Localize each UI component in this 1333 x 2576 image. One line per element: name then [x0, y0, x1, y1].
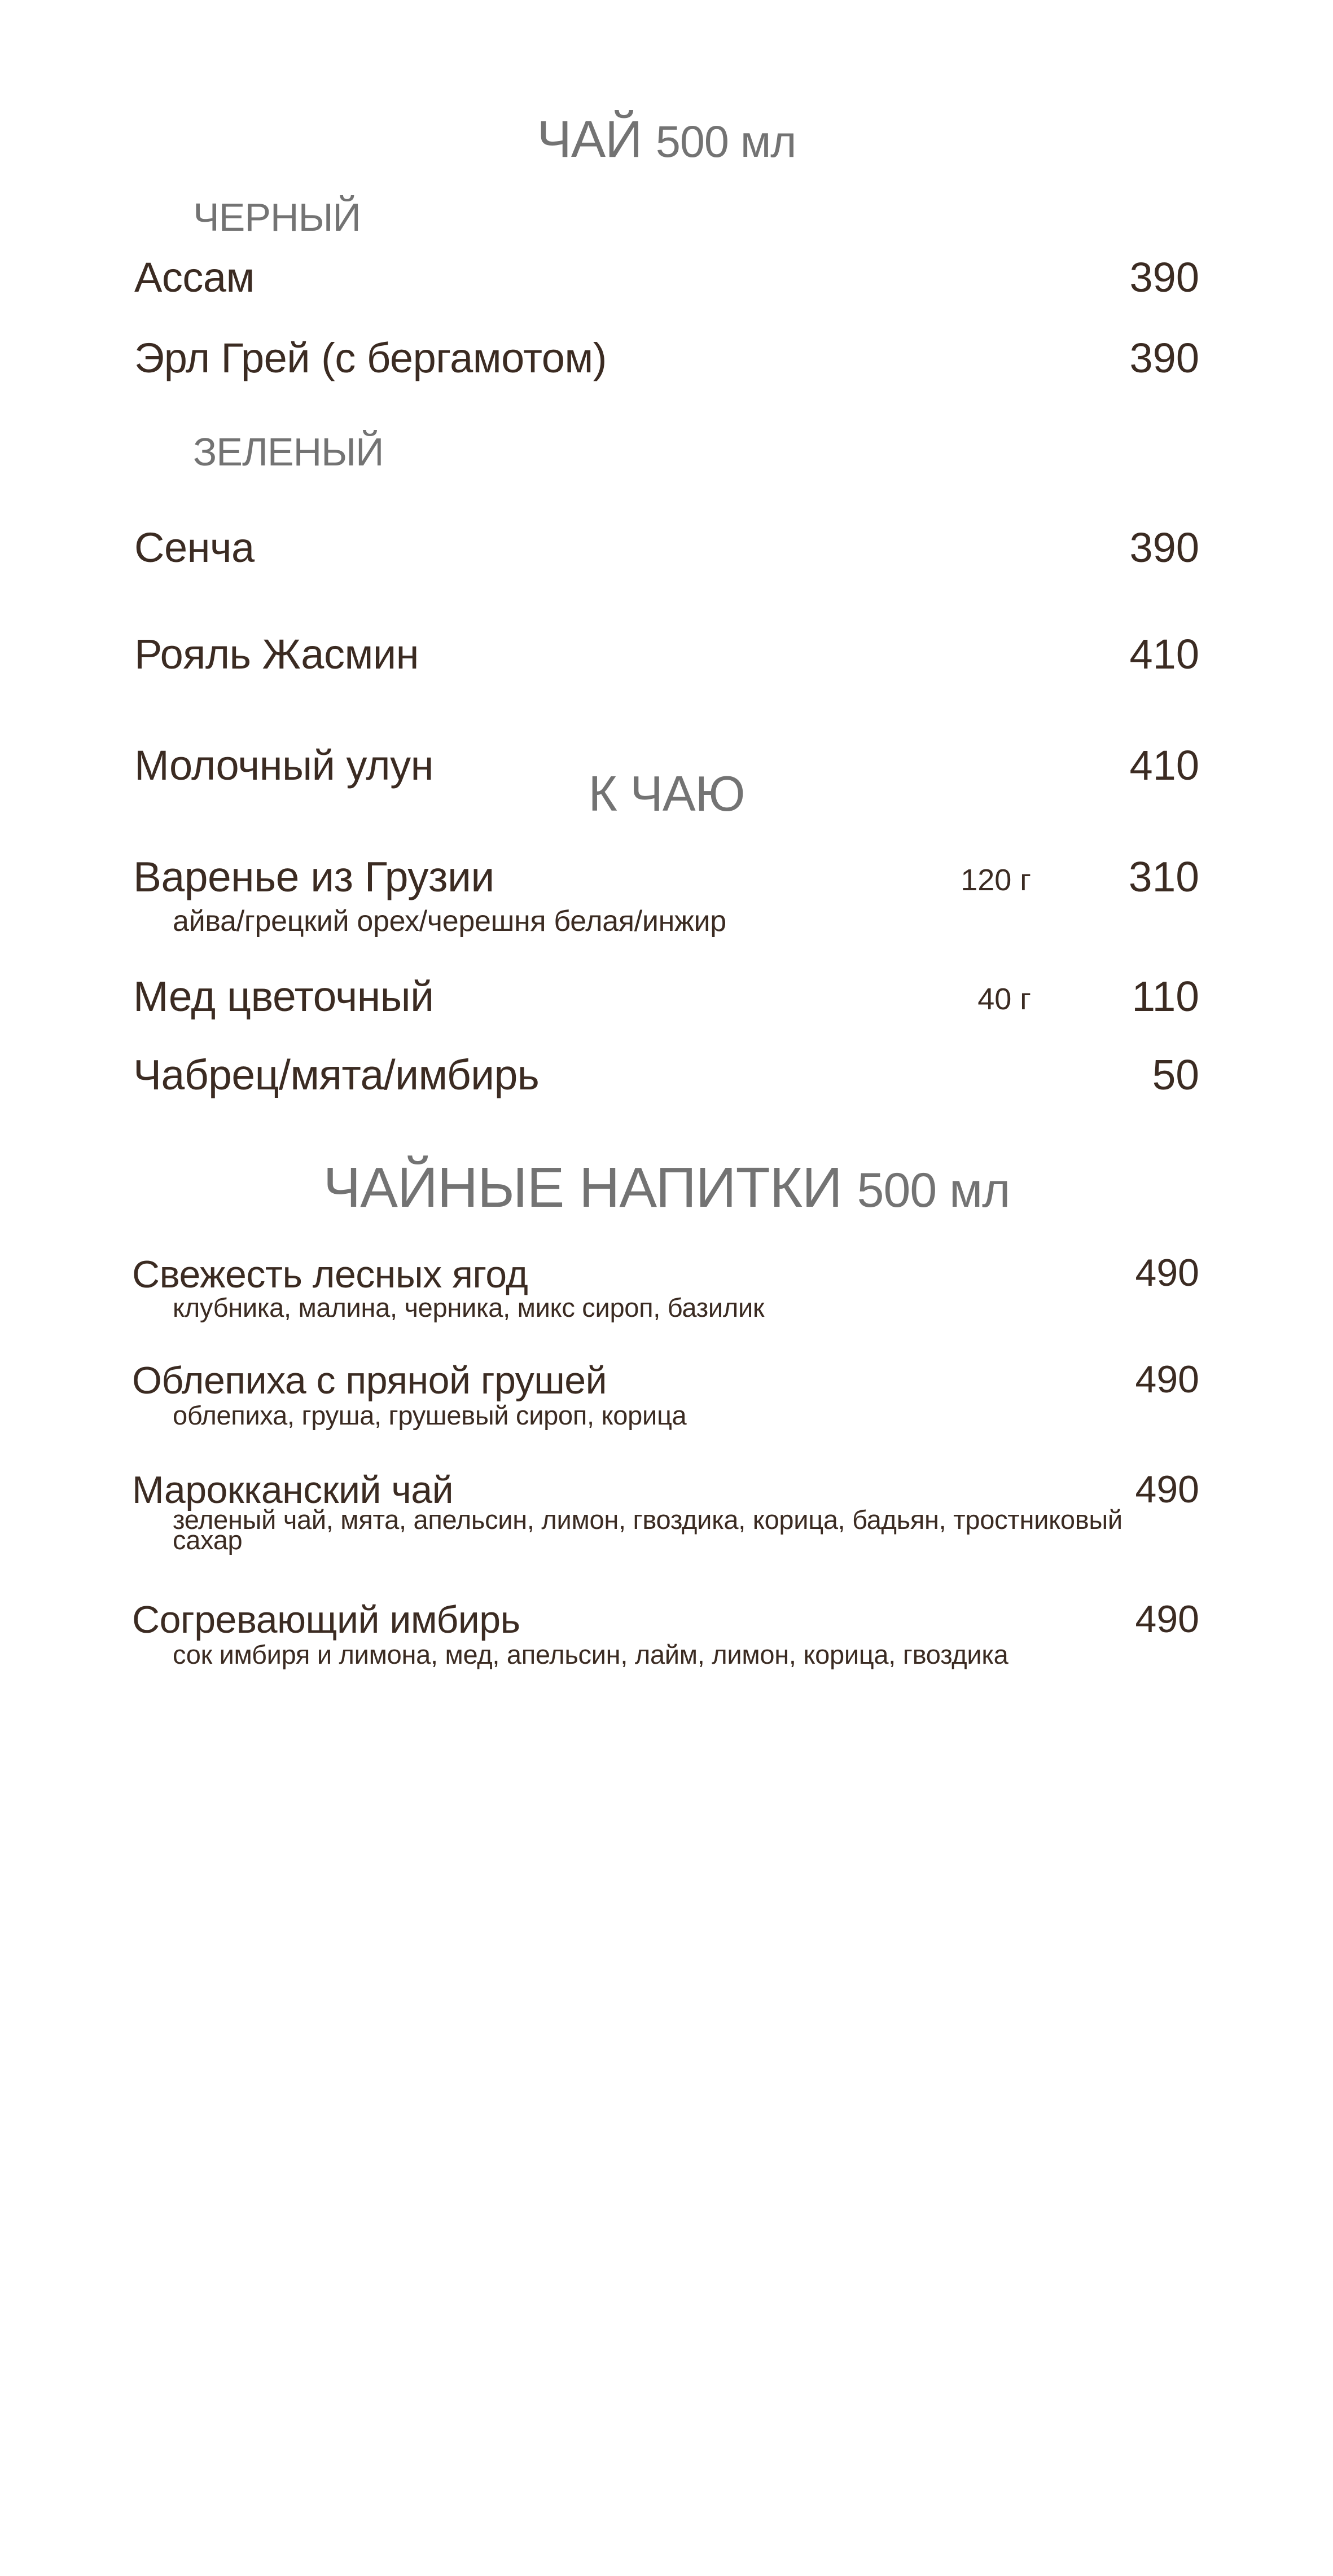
menu-item-price: 490	[1135, 1598, 1199, 1641]
section-volume: 500 мл	[857, 1163, 1010, 1217]
menu-item-price: 410	[1129, 742, 1199, 789]
menu-item-description: клубника, малина, черника, микс сироп, базилик	[173, 1293, 765, 1322]
menu-item-description: зеленый чай, мята, апельсин, лимон, гвоздика, корица, бадьян, тростниковый сахар	[173, 1505, 1122, 1555]
menu-item-weight: 40 г	[977, 982, 1031, 1016]
menu-item-name: Облепиха с пряной грушей	[132, 1359, 607, 1402]
menu-item-name: Согревающий имбирь	[132, 1598, 520, 1641]
menu-item-price: 410	[1129, 631, 1199, 678]
section-title-accompaniments: К ЧАЮ	[588, 766, 745, 821]
menu-item-name: Варенье из Грузии	[133, 853, 494, 900]
menu-item-description: сок имбиря и лимона, мед, апельсин, лайм, лимон, корица, гвоздика	[173, 1639, 1008, 1669]
menu-item-description: облепиха, груша, грушевый сироп, корица	[173, 1400, 687, 1430]
menu-item-price: 110	[1132, 973, 1199, 1020]
menu-item-price: 490	[1135, 1468, 1199, 1511]
menu-item-weight: 120 г	[961, 863, 1031, 897]
section-title-text: ЧАЙНЫЕ НАПИТКИ	[323, 1156, 842, 1219]
menu-item-name: Сенча	[134, 524, 255, 571]
menu-item-name: Свежесть лесных ягод	[132, 1253, 528, 1296]
menu-item-name: Эрл Грей (с бергамотом)	[134, 335, 607, 381]
menu-item-name: Рояль Жасмин	[134, 631, 419, 678]
menu-item-price: 390	[1129, 335, 1199, 381]
section-volume: 500 мл	[655, 116, 796, 166]
menu-item-name: Чабрец/мята/имбирь	[133, 1051, 540, 1098]
menu-item-name: Мед цветочный	[133, 973, 434, 1020]
menu-item-price: 490	[1135, 1251, 1199, 1294]
subcategory-green: ЗЕЛЕНЫЙ	[193, 430, 384, 474]
menu-item-name: Ассам	[134, 254, 255, 301]
section-title-text: ЧАЙ	[537, 111, 642, 168]
menu-item-price: 490	[1135, 1358, 1199, 1401]
menu-item-description: айва/грецкий орех/черешня белая/инжир	[173, 905, 726, 938]
menu-item-price: 310	[1128, 853, 1199, 900]
section-title-tea-drinks	[0, 1156, 1333, 1219]
subcategory-black: ЧЕРНЫЙ	[193, 195, 361, 239]
menu-item-name: Марокканский чай	[132, 1469, 454, 1511]
section-title-tea	[0, 111, 1333, 168]
menu-item-price: 390	[1129, 524, 1199, 571]
menu-item-price: 390	[1129, 254, 1199, 301]
menu-item-price: 50	[1152, 1051, 1199, 1098]
menu-item-name: Молочный улун	[134, 742, 433, 789]
